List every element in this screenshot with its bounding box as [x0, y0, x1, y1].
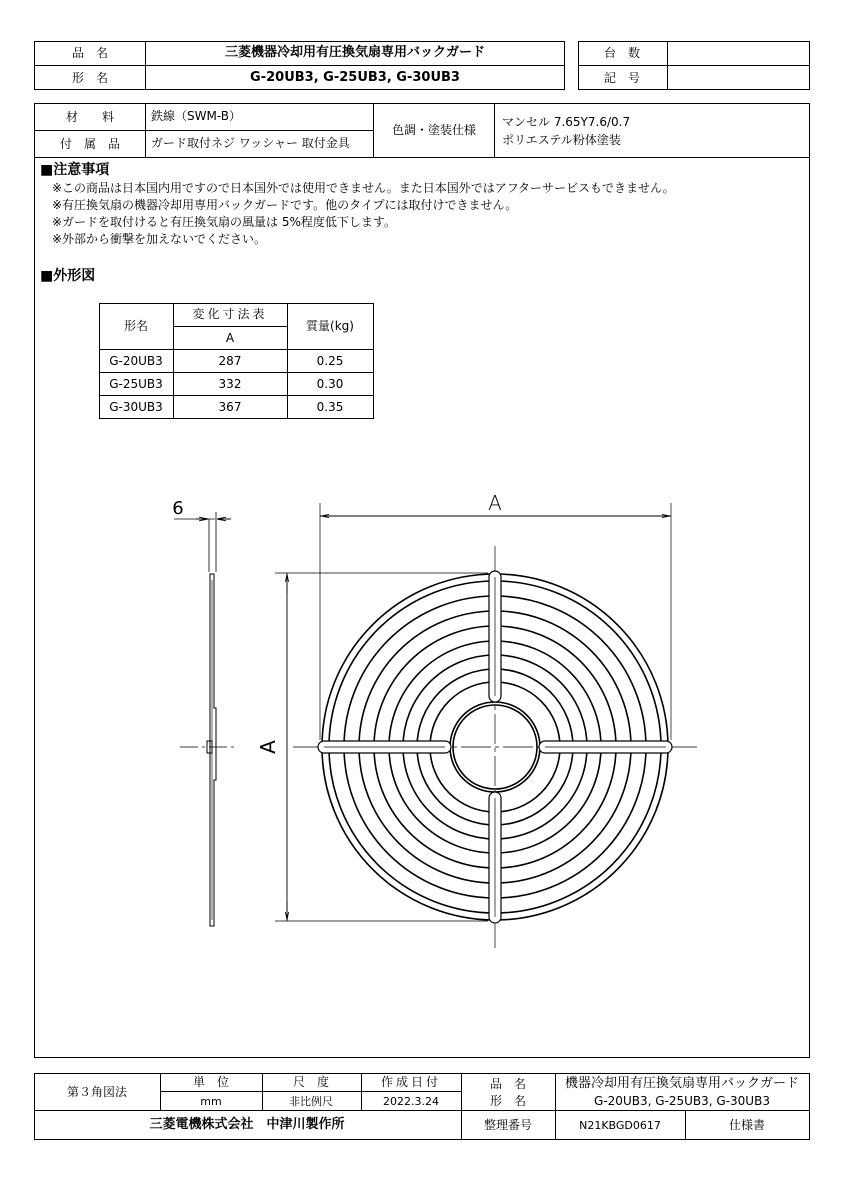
outline-heading: ■外形図: [40, 268, 96, 284]
note-item: ※この商品は日本国内用ですので日本国外では使用できません。また日本国外ではアフターサービスもできません。: [52, 181, 675, 195]
material-label: 材 料: [65, 110, 115, 124]
model-list: G-20UB3, G-25UB3, G-30UB3: [250, 70, 460, 85]
reference-number: N21KBGD0617: [579, 1119, 661, 1132]
notes-heading: ■注意事項: [40, 162, 110, 178]
projection-method: 第３角図法: [66, 1085, 128, 1099]
table-cell-a: 367: [218, 400, 242, 414]
footer-product-name: 機器冷却用有圧換気扇専用バックガード: [564, 1076, 800, 1091]
front-view: [275, 503, 697, 948]
table-cell-mass: 0.30: [316, 377, 344, 391]
col-dimension-group-header: 変化寸法表: [192, 307, 268, 321]
color-munsell: マンセル 7.65Y7.6/0.7: [502, 115, 631, 129]
table-cell-a: 332: [218, 377, 242, 391]
footer-product-name-label: 品 名: [489, 1077, 527, 1091]
product-name: 三菱機器冷却用有圧換気扇専用バックガード: [224, 45, 486, 60]
note-item: ※外部から衝撃を加えないでください。: [52, 232, 267, 246]
note-item: ※有圧換気扇の機器冷却用専用バックガードです。他のタイプには取付けできません。: [52, 198, 518, 212]
table-cell-model: G-20UB3: [109, 354, 163, 368]
accessories-label: 付 属 品: [59, 137, 121, 151]
table-cell-mass: 0.35: [316, 400, 344, 414]
side-view: [174, 512, 236, 926]
table-cell-mass: 0.25: [316, 354, 344, 368]
scale-value: 非比例尺: [289, 1095, 333, 1108]
reference-label: 整理番号: [483, 1118, 533, 1132]
table-cell-model: G-25UB3: [109, 377, 163, 391]
width-label: A: [488, 491, 502, 515]
date-value: 2022.3.24: [383, 1095, 439, 1108]
col-model-header: 形名: [123, 319, 149, 333]
col-dimension-a-header: A: [225, 331, 235, 345]
accessories-value: ガード取付ネジ ワッシャー 取付金具: [151, 136, 350, 150]
color-finish: ポリエステル粉体塗装: [502, 133, 621, 147]
count-label: 台 数: [603, 46, 641, 60]
col-mass-header: 質量(kg): [306, 319, 354, 333]
document-type: 仕様書: [728, 1118, 766, 1132]
thickness-label: 6: [172, 498, 184, 519]
table-cell-model: G-30UB3: [109, 400, 163, 414]
unit-value: mm: [200, 1095, 222, 1108]
company-name: 三菱電機株式会社 中津川製作所: [149, 1117, 345, 1132]
note-item: ※ガードを取付けると有圧換気扇の風量は 5%程度低下します。: [52, 215, 396, 229]
scale-label: 尺 度: [292, 1075, 330, 1089]
product-name-label: 品 名: [71, 46, 109, 60]
color-label: 色調・塗装仕様: [391, 123, 477, 137]
model-label: 形 名: [71, 71, 109, 85]
height-label: A: [256, 740, 280, 754]
date-label: 作成日付: [380, 1075, 442, 1089]
footer-model-list: G-20UB3, G-25UB3, G-30UB3: [594, 1094, 770, 1108]
mark-label: 記 号: [603, 71, 641, 85]
unit-label: 単 位: [192, 1075, 230, 1089]
material-value: 鉄線（SWM-B）: [151, 109, 241, 123]
footer-model-label: 形 名: [489, 1094, 527, 1108]
table-cell-a: 287: [218, 354, 242, 368]
